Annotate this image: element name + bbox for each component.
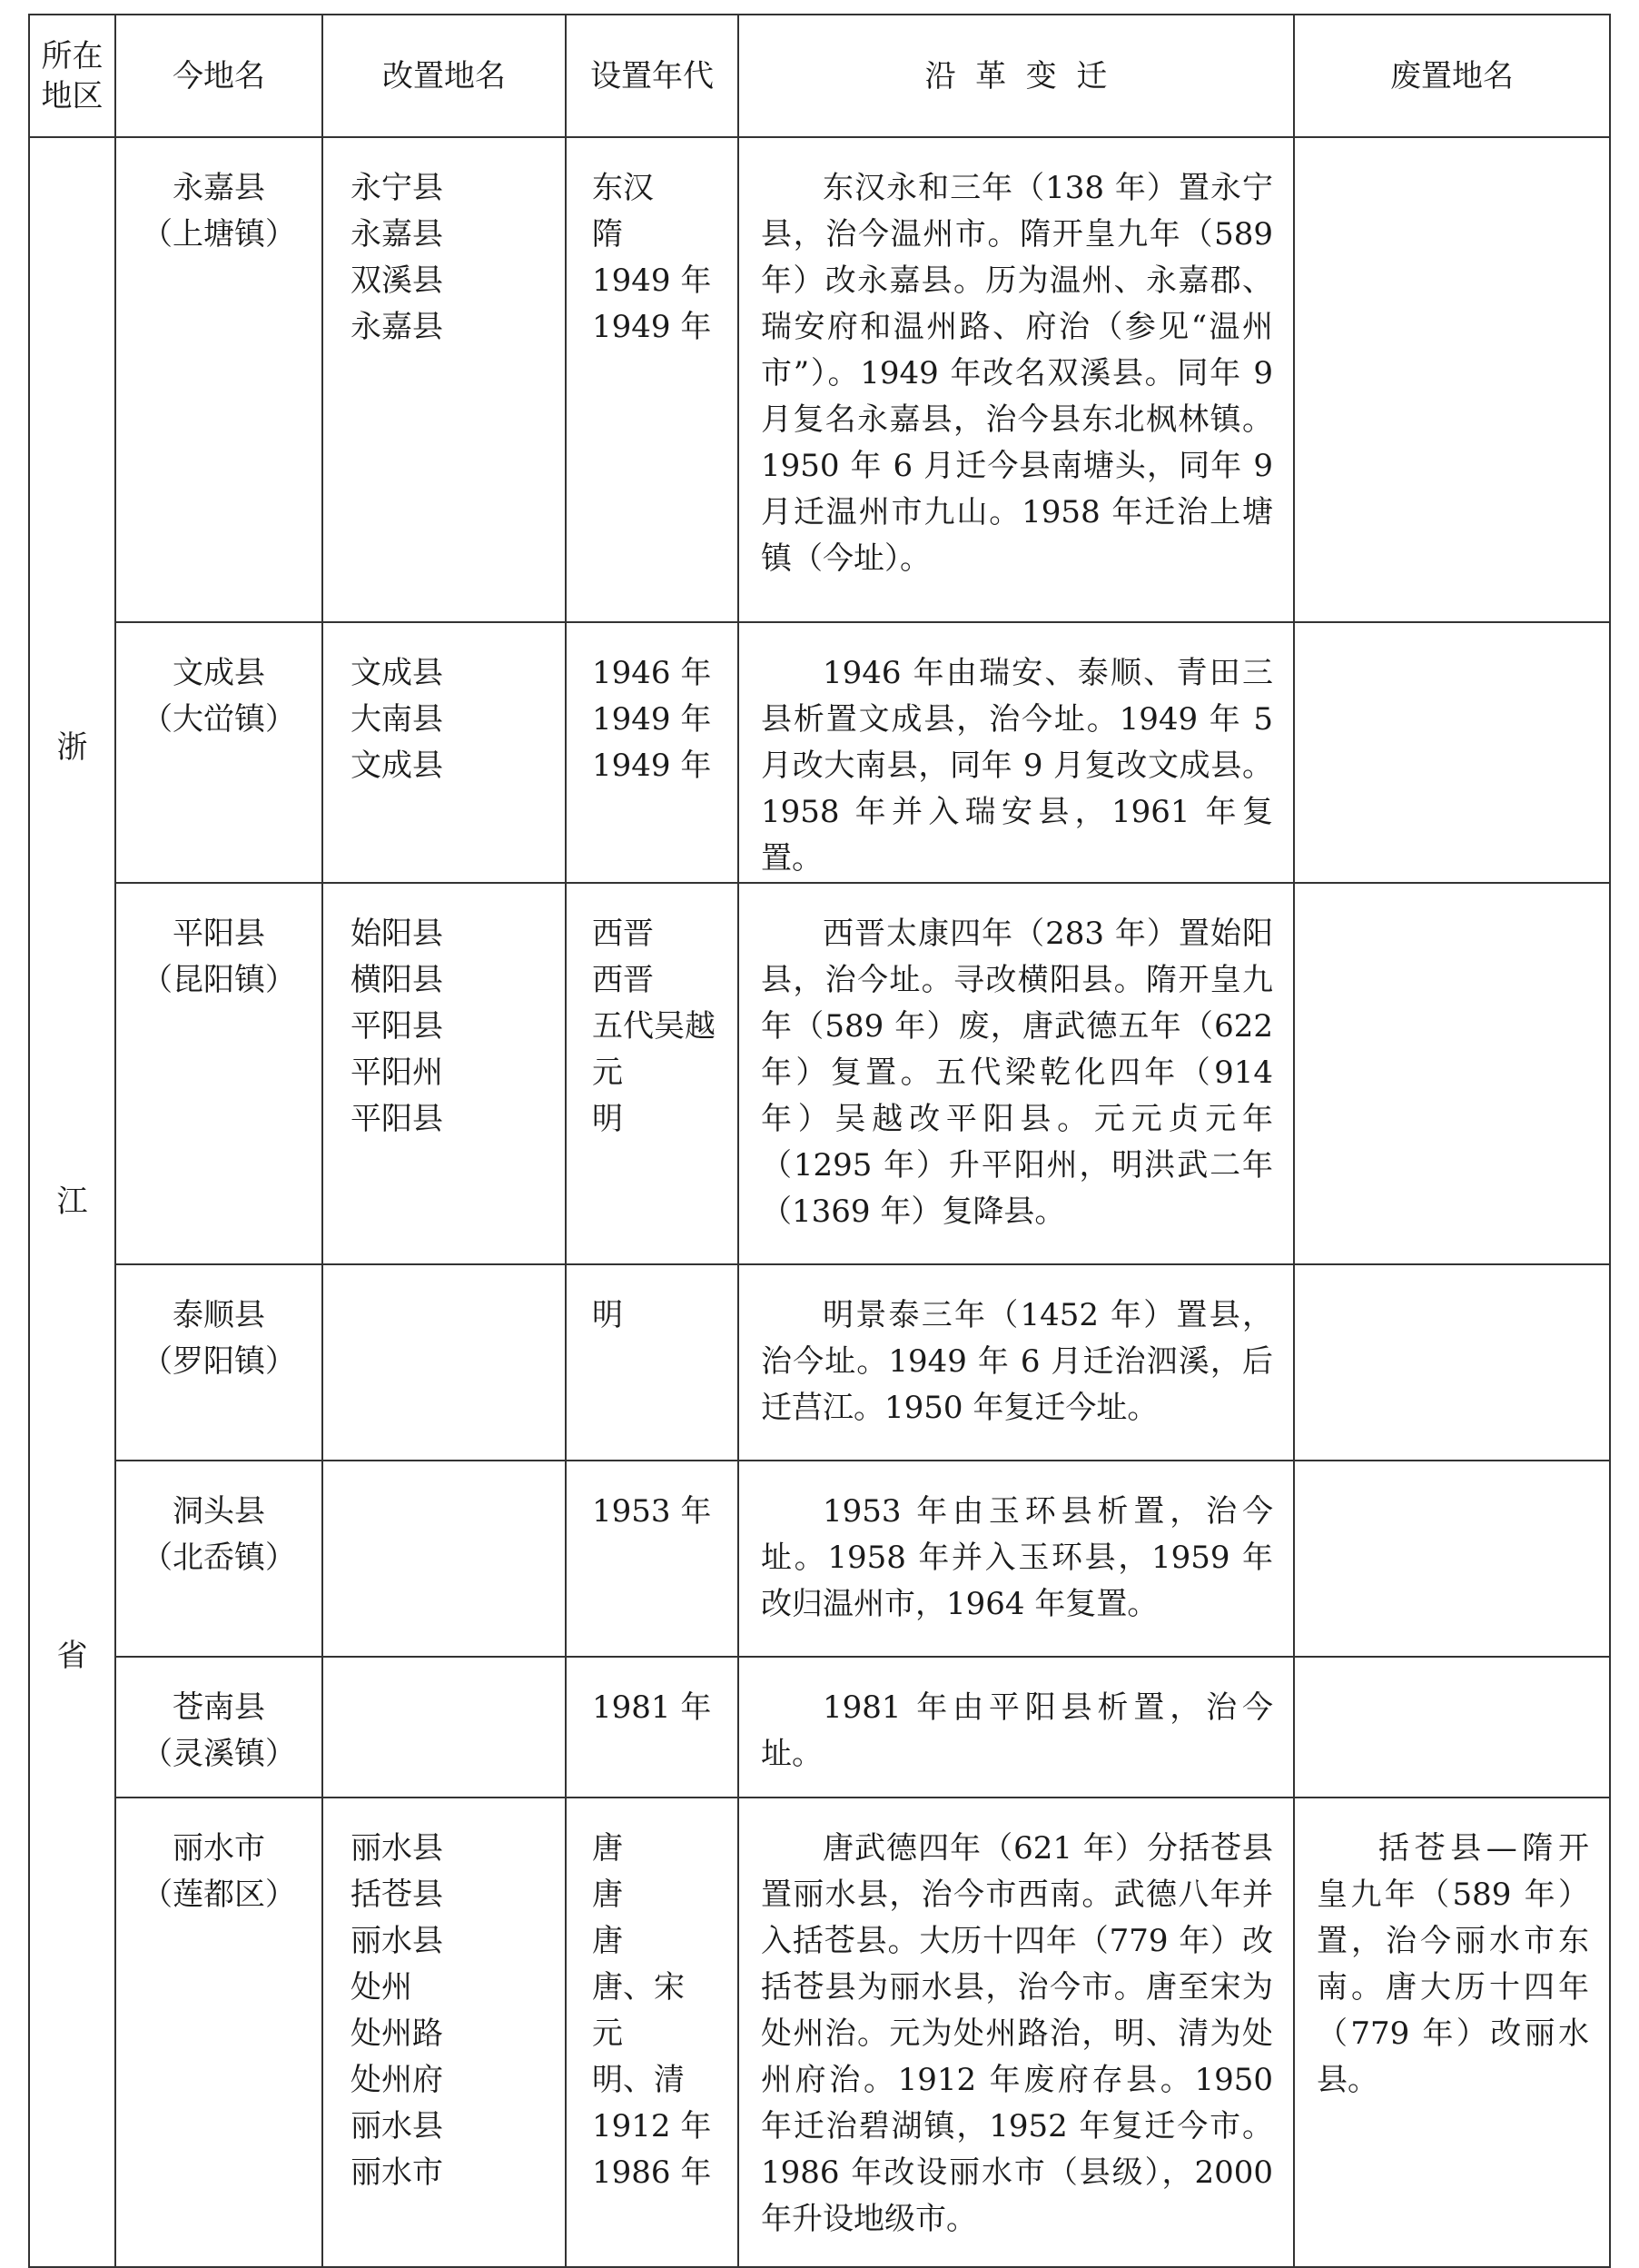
renamed-item: 括苍县 <box>351 1877 443 1913</box>
renamed-cell <box>322 1798 566 2267</box>
abolished-cell <box>1294 1657 1610 1798</box>
renamed-item: 平阳县 <box>351 1101 443 1137</box>
year-item: 1949 年 <box>592 701 712 738</box>
year-item: 1949 年 <box>592 748 712 784</box>
renamed-item: 平阳县 <box>351 1008 443 1045</box>
modern-name-cell <box>115 137 322 622</box>
modern-name: 文成县 <box>173 655 265 691</box>
year-item: 1946 年 <box>592 655 712 691</box>
abolished-cell <box>1294 137 1610 622</box>
renamed-item: 丽水县 <box>351 2108 443 2144</box>
history-text: 唐武德四年（621 年）分括苍县置丽水县，治今市西南。武德八年并入括苍县。大历十四年（779 年）改括苍县为丽水县，治今市。唐至宋为处州治。元为处州路治，明、清为处州府治。1912 年废府存县。1950 年迁治碧湖镇，1952 年复迁今市。1986 年改设丽水市（县级），2000 年升设地级市。 <box>761 1830 1273 2237</box>
year-item: 1953 年 <box>592 1493 712 1530</box>
renamed-cell <box>322 883 566 1264</box>
renamed-item: 处州 <box>351 1969 412 2006</box>
header-history: 沿 革 变 迁 <box>738 15 1294 137</box>
modern-name: 平阳县 <box>173 916 265 952</box>
region-cell <box>29 137 115 2267</box>
renamed-item: 处州府 <box>351 2062 443 2098</box>
table-row <box>29 622 1610 883</box>
history-text: 1946 年由瑞安、泰顺、青田三县析置文成县，治今址。1949 年 5 月改大南县，同年 9 月复改文成县。1958 年并入瑞安县，1961 年复置。 <box>761 655 1273 876</box>
abolished-cell <box>1294 1461 1610 1657</box>
seat-name: （罗阳镇） <box>142 1343 296 1380</box>
renamed-cell <box>322 1461 566 1657</box>
year-item: 西晋 <box>592 916 654 952</box>
header-region: 所在 地区 <box>29 15 115 137</box>
modern-name-cell <box>115 1461 322 1657</box>
seat-name: （莲都区） <box>142 1877 296 1913</box>
year-cell <box>566 1798 738 2267</box>
modern-name: 苍南县 <box>173 1689 265 1726</box>
history-table <box>28 14 1611 2268</box>
year-item: 1912 年 <box>592 2108 712 2144</box>
header-modern-name: 今地名 <box>115 15 322 137</box>
year-item: 明、清 <box>592 2062 685 2098</box>
table-row <box>29 1461 1610 1657</box>
renamed-item: 处州路 <box>351 2015 443 2052</box>
abolished-cell <box>1294 622 1610 883</box>
header-row <box>29 15 1610 137</box>
history-text: 西晋太康四年（283 年）置始阳县，治今址。寻改横阳县。隋开皇九年（589 年）废，唐武德五年（622 年）复置。五代梁乾化四年（914 年）吴越改平阳县。元元贞元年（1295 年）升平阳州，明洪武二年（1369 年）复降县。 <box>761 916 1273 1230</box>
year-cell <box>566 1264 738 1461</box>
year-item: 1949 年 <box>592 262 712 299</box>
abolished-cell <box>1294 1264 1610 1461</box>
renamed-item: 大南县 <box>351 701 443 738</box>
modern-name-cell <box>115 622 322 883</box>
history-cell <box>738 883 1294 1264</box>
abolished-cell <box>1294 883 1610 1264</box>
header-abolished: 废置地名 <box>1294 15 1610 137</box>
table-row <box>29 1264 1610 1461</box>
year-item: 唐 <box>592 1830 623 1867</box>
renamed-item: 平阳州 <box>351 1055 443 1091</box>
renamed-cell <box>322 137 566 622</box>
region-char: 江 <box>56 1184 88 1220</box>
header-year: 设置年代 <box>566 15 738 137</box>
renamed-item: 永宁县 <box>351 170 443 206</box>
renamed-cell <box>322 1657 566 1798</box>
history-cell <box>738 622 1294 883</box>
table-row <box>29 1657 1610 1798</box>
renamed-item: 丽水县 <box>351 1923 443 1959</box>
modern-name: 泰顺县 <box>173 1297 265 1333</box>
renamed-item: 文成县 <box>351 748 443 784</box>
year-item: 唐、宋 <box>592 1969 685 2006</box>
abolished-text: 括苍县—隋开皇九年（589 年）置，治今丽水市东南。唐大历十四年（779 年）改丽水县。 <box>1317 1830 1589 2098</box>
year-item: 隋 <box>592 216 623 253</box>
renamed-item: 永嘉县 <box>351 216 443 253</box>
renamed-cell <box>322 622 566 883</box>
history-cell <box>738 1264 1294 1461</box>
header-renamed: 改置地名 <box>322 15 566 137</box>
history-text: 1953 年由玉环县析置，治今址。1958 年并入玉环县，1959 年改归温州市，1964 年复置。 <box>761 1493 1273 1622</box>
table-row <box>29 1798 1610 2267</box>
history-cell <box>738 137 1294 622</box>
renamed-cell <box>322 1264 566 1461</box>
modern-name-cell <box>115 883 322 1264</box>
year-item: 元 <box>592 2015 623 2052</box>
year-item: 西晋 <box>592 962 654 998</box>
history-text: 1981 年由平阳县析置，治今址。 <box>761 1689 1273 1772</box>
seat-name: （上塘镇） <box>142 216 296 253</box>
year-cell <box>566 622 738 883</box>
year-cell <box>566 137 738 622</box>
year-item: 1981 年 <box>592 1689 712 1726</box>
history-cell <box>738 1657 1294 1798</box>
year-item: 1949 年 <box>592 309 712 345</box>
renamed-item: 永嘉县 <box>351 309 443 345</box>
abolished-cell <box>1294 1798 1610 2267</box>
region-char: 省 <box>56 1638 88 1674</box>
year-cell <box>566 1657 738 1798</box>
renamed-item: 文成县 <box>351 655 443 691</box>
history-cell <box>738 1461 1294 1657</box>
renamed-item: 双溪县 <box>351 262 443 299</box>
year-item: 唐 <box>592 1877 623 1913</box>
modern-name: 丽水市 <box>173 1830 265 1867</box>
renamed-item: 丽水市 <box>351 2154 443 2191</box>
renamed-item: 横阳县 <box>351 962 443 998</box>
renamed-item: 始阳县 <box>351 916 443 952</box>
seat-name: （北岙镇） <box>142 1540 296 1576</box>
seat-name: （大峃镇） <box>142 701 296 738</box>
table-row <box>29 883 1610 1264</box>
year-cell <box>566 883 738 1264</box>
seat-name: （灵溪镇） <box>142 1736 296 1772</box>
year-item: 明 <box>592 1101 623 1137</box>
modern-name: 洞头县 <box>173 1493 265 1530</box>
table-row <box>29 137 1610 622</box>
history-cell <box>738 1798 1294 2267</box>
year-item: 唐 <box>592 1923 623 1959</box>
modern-name: 永嘉县 <box>173 170 265 206</box>
year-cell <box>566 1461 738 1657</box>
year-item: 明 <box>592 1297 623 1333</box>
history-text: 东汉永和三年（138 年）置永宁县，治今温州市。隋开皇九年（589 年）改永嘉县。历为温州、永嘉郡、瑞安府和温州路、府治（参见“温州市”）。1949 年改名双溪县。同年 9 月复名永嘉县，治今县东北枫林镇。1950 年 6 月迁今县南塘头，同年 9 月迁温州市九山。1958 年迁治上塘镇（今址）。 <box>761 170 1273 577</box>
history-text: 明景泰三年（1452 年）置县，治今址。1949 年 6 月迁治泗溪，后迁莒江。1950 年复迁今址。 <box>761 1297 1273 1426</box>
year-item: 1986 年 <box>592 2154 712 2191</box>
year-item: 五代吴越 <box>592 1008 716 1045</box>
region-char: 浙 <box>56 729 88 766</box>
renamed-item: 丽水县 <box>351 1830 443 1867</box>
year-item: 元 <box>592 1055 623 1091</box>
seat-name: （昆阳镇） <box>142 962 296 998</box>
modern-name-cell <box>115 1264 322 1461</box>
modern-name-cell <box>115 1657 322 1798</box>
modern-name-cell <box>115 1798 322 2267</box>
year-item: 东汉 <box>592 170 654 206</box>
